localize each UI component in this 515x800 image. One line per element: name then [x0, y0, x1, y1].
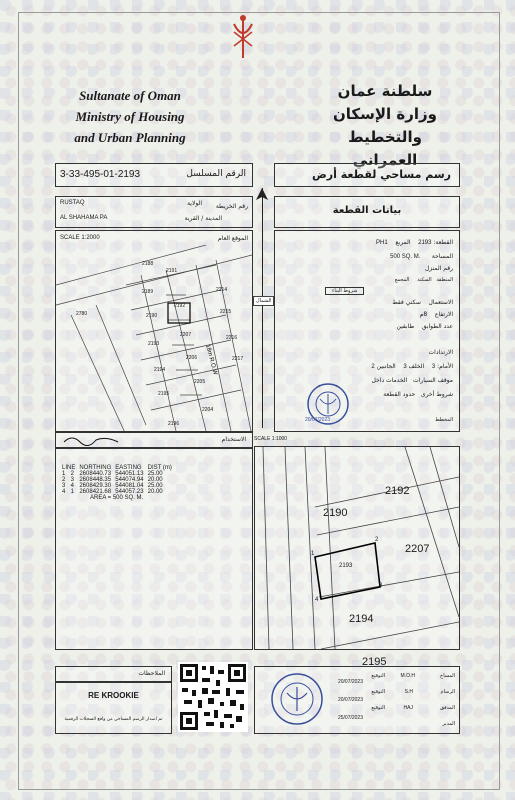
general-site-label: الموقع العام	[218, 235, 248, 242]
subject-plot: 2193	[339, 563, 353, 569]
site-plot: 2216	[226, 335, 238, 341]
planner-label: المخطط	[435, 417, 453, 423]
detail-plan	[254, 446, 460, 650]
site-plan-drawing	[56, 245, 252, 431]
plot-value: 2193	[418, 240, 432, 246]
serial-box	[55, 163, 253, 187]
cell: 20.00	[147, 489, 163, 495]
serial-value: 3-33-495-01-2193	[60, 169, 141, 180]
notes-header	[55, 666, 172, 682]
house-no-label: رقم المنزل	[424, 265, 453, 272]
parking-value: الخدمات داخل	[371, 377, 408, 384]
site-plot: 2217	[232, 356, 244, 362]
other-label: شروط أخرى	[420, 391, 453, 398]
header-ar-line1: سلطنة عمان	[337, 82, 433, 100]
serial-label: الرقم المسلسل	[186, 169, 246, 179]
cell: 25.00	[147, 483, 163, 489]
site-plot: 2192	[174, 303, 186, 309]
city-value: AL SHAHAMA PA	[60, 215, 108, 221]
drafter-value: S.H	[404, 689, 413, 695]
detail-plot: 2192	[385, 485, 410, 497]
director-label: المدير	[442, 721, 455, 727]
square-label: المربع	[395, 239, 411, 246]
cell: 3	[62, 483, 66, 489]
detail-plot: 2195	[362, 656, 387, 668]
back-value: 3	[403, 364, 407, 370]
site-plot: 2190	[146, 313, 158, 319]
col-header: DIST (m)	[147, 465, 172, 471]
usage-signature-strip	[55, 432, 253, 448]
front-label: الأمام:	[437, 363, 453, 370]
surveyor-value: M.O.H	[400, 673, 415, 679]
site-plot: 2194	[154, 367, 166, 373]
building-conditions: شروط البناء	[325, 287, 364, 295]
site-plot: 2207	[180, 332, 192, 338]
site-plot: 2195	[158, 391, 170, 397]
detail-plot: 2190	[323, 507, 348, 519]
wilayat-label: الولاية	[187, 200, 202, 207]
site-plot: 2189	[142, 289, 154, 295]
checker-date: 25/07/2023	[337, 715, 363, 721]
usage-value: سكني فقط	[392, 299, 421, 306]
col-header: LINE	[62, 465, 76, 471]
cell: 2	[62, 477, 66, 483]
sides-value: 2	[371, 364, 375, 370]
site-plot: 2214	[216, 287, 228, 293]
area-value: 500 SQ. M.	[390, 254, 421, 260]
document-title: رسم مساحي لقطعة أرض	[312, 168, 451, 181]
cell: 1	[70, 489, 75, 495]
cell: 544081.04	[115, 483, 144, 489]
cell: 544074.94	[115, 477, 144, 483]
header-ar-line2: وزارة الإسكان	[332, 105, 438, 123]
height-value: 8م	[419, 311, 428, 318]
area-line: AREA = 500 SQ. M.	[90, 495, 144, 501]
plot-details-title: بيانات القطعة	[332, 205, 402, 216]
floors-label: عدد الطوابق	[421, 323, 453, 330]
ministry-stamp-icon	[269, 671, 325, 727]
setbacks-label: الارتدادات	[428, 349, 453, 356]
signatures-table	[254, 666, 460, 734]
header-ar-line3: والتخطيط العمراني	[348, 128, 422, 169]
site-plot: 2191	[166, 268, 178, 274]
cell: 25.00	[147, 471, 163, 477]
site-plot: 2204	[202, 407, 214, 413]
north-arrow-icon	[255, 188, 269, 202]
col-header: EASTING	[115, 465, 142, 471]
zone-value: السكنة	[417, 277, 432, 283]
site-plot: 2188	[142, 261, 154, 267]
cell: 4	[70, 483, 75, 489]
floors-value: طابقين	[396, 323, 415, 330]
col-header: NORTHING	[79, 465, 112, 471]
detail-scale: SCALE 1:1000	[254, 436, 288, 442]
surveyor-label: المساح	[439, 673, 455, 679]
site-plan	[55, 230, 253, 432]
cell: 544051.13	[115, 471, 144, 477]
drafter-signature-label: التوقيع	[371, 689, 385, 695]
header-en-line2: Ministry of Housing	[75, 109, 185, 124]
square-value: PH1	[376, 240, 388, 246]
site-plot: 2193	[148, 341, 160, 347]
detail-plot: 2194	[349, 613, 374, 625]
zone-label: المنطقة	[436, 277, 453, 283]
vertex-label: 3	[379, 583, 383, 589]
vertex-label: 4	[315, 597, 319, 603]
city-label: المدينة / القرية	[184, 215, 222, 222]
oman-emblem-icon	[230, 12, 256, 62]
coordinate-grid	[60, 465, 174, 501]
vertex-label: 1	[311, 551, 315, 557]
title-box	[274, 163, 460, 187]
back-label: الخلف	[408, 363, 425, 370]
vertex-label: 2	[375, 537, 379, 543]
cell: 2608440.73	[79, 471, 112, 477]
stamp-date: 20/07/2023	[305, 417, 331, 423]
complex-label: المجمع	[394, 277, 410, 283]
plot-details-header	[274, 196, 460, 228]
front-value: 3	[431, 364, 436, 370]
surveyor-signature-label: التوقيع	[371, 673, 385, 679]
plot-details	[274, 230, 460, 432]
checker-value: HAJ	[403, 705, 413, 711]
site-plot: 2196	[168, 421, 180, 427]
location-box	[55, 196, 253, 228]
notes-box	[55, 682, 172, 734]
other-value: حدود القطعة	[383, 391, 416, 398]
notes-value: RE KROOKIE	[88, 691, 139, 700]
cell: 2	[70, 471, 75, 477]
usage-strip-label: الاستخدام	[221, 436, 246, 443]
site-plot: 2780	[76, 311, 88, 317]
site-plot: 2205	[194, 379, 206, 385]
area-label: المساحة	[431, 253, 453, 260]
drafter-date: 20/07/2023	[337, 697, 363, 703]
parking-label: موقف السيارات	[413, 377, 453, 384]
road-label: 18m R.O.W	[204, 343, 218, 376]
site-plot: 2206	[186, 355, 198, 361]
cell: 544057.23	[115, 489, 144, 495]
cell: 2608448.35	[79, 477, 112, 483]
plot-label: القطعة:	[433, 239, 453, 246]
north-line	[262, 188, 263, 428]
checker-signature-label: التوقيع	[371, 705, 385, 711]
site-plot: 2215	[220, 309, 232, 315]
cell: 20.00	[147, 477, 163, 483]
qr-code-icon	[178, 662, 248, 732]
wilayat-value: RUSTAQ	[60, 200, 85, 206]
sides-label: الجانبين	[376, 363, 396, 370]
north-label: الشمال	[253, 296, 274, 306]
coordinate-table	[55, 448, 253, 650]
cell: 4	[62, 489, 66, 495]
site-scale: SCALE 1:2000	[60, 235, 100, 241]
checker-label: المدقق	[440, 705, 455, 711]
height-label: الارتفاع	[434, 311, 453, 318]
notes-label: الملاحظات	[138, 670, 165, 677]
cell: 1	[62, 471, 66, 477]
map-number-label: رقم الخريطة	[215, 203, 248, 210]
header-en-line3: and Urban Planning	[74, 130, 186, 145]
usage-label: الاستعمال	[428, 299, 453, 306]
notes-footer: تم اصدار الرسم المساحي من واقع السجلات الرقمية	[64, 717, 163, 722]
header-en-line1: Sultanate of Oman	[79, 88, 181, 103]
cell: 2608429.30	[79, 483, 112, 489]
signature-scribble-icon	[62, 434, 122, 446]
surveyor-date: 20/07/2023	[337, 679, 363, 685]
drafter-label: الرسام	[440, 689, 455, 695]
cell: 3	[70, 477, 75, 483]
detail-plot: 2207	[405, 543, 430, 555]
cell: 2608421.68	[79, 489, 112, 495]
